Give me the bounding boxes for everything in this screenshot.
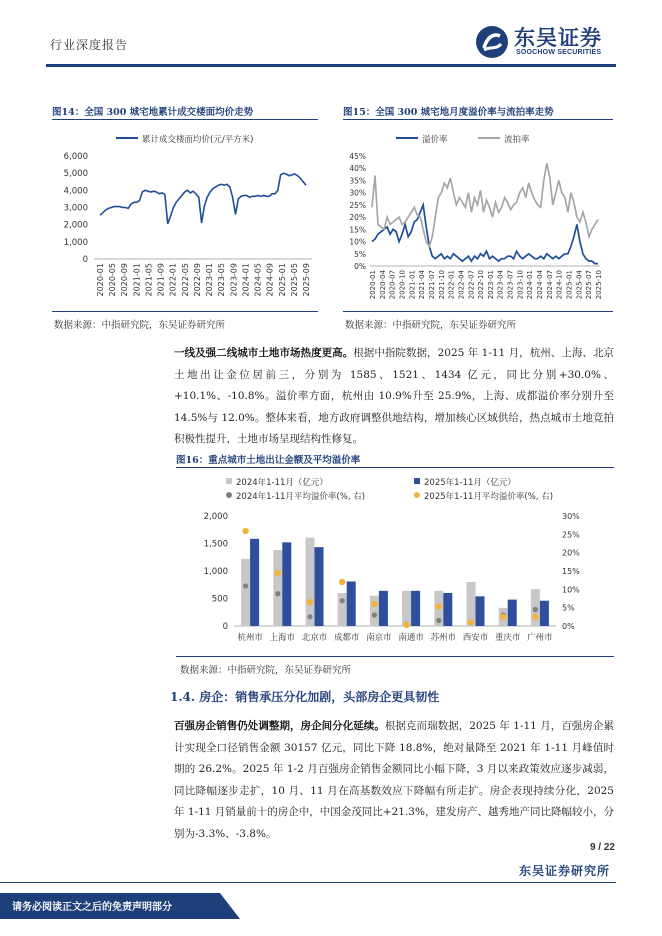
figure15-bottom-rule <box>343 311 613 312</box>
bar-2024 <box>338 593 347 626</box>
report-category: 行业深度报告 <box>50 38 129 52</box>
dot-premium-2024 <box>275 591 280 596</box>
y-tick-label: 20% <box>349 213 366 223</box>
bar-2025 <box>282 542 291 626</box>
x-tick-label: 2021-01 <box>132 263 142 297</box>
bar-2025 <box>250 539 259 626</box>
x-tick-label: 2024-05 <box>253 263 263 297</box>
figure14-source: 数据来源：中指研究院，东吴证券研究所 <box>54 320 226 331</box>
x-tick-label: 2025-04 <box>575 270 584 300</box>
x-tick-label: 2024-01 <box>241 263 251 297</box>
brand-subtitle: SOOCHOW SECURITIES <box>516 49 602 56</box>
x-tick-label: 2025-05 <box>289 263 299 297</box>
figure15-rule <box>343 119 613 120</box>
y-tick-label: 30% <box>349 188 366 198</box>
x-tick-label: 南通市 <box>398 633 424 643</box>
dot-premium-2025 <box>242 528 248 534</box>
disclaimer-text: 请务必阅读正文之后的免责声明部分 <box>12 902 172 913</box>
y-tick-label: 10% <box>349 237 366 247</box>
bar-2025 <box>379 591 388 626</box>
y-tick-label: 0 <box>222 622 228 632</box>
x-tick-label: 北京市 <box>301 633 328 643</box>
x-tick-label: 2021-01 <box>408 270 417 300</box>
x-tick-label: 南京市 <box>366 633 392 643</box>
bar-2025 <box>508 600 517 626</box>
x-tick-label: 2021-05 <box>144 263 154 297</box>
x-tick-label: 上海市 <box>269 633 296 643</box>
brand-name: 东吴证券 <box>514 26 602 50</box>
figure14-title: 图14：全国 300 城宅地累计成交楼面均价走势 <box>52 107 254 118</box>
bar-2024 <box>241 559 250 626</box>
footer-org: 东吴证券研究所 <box>518 864 610 878</box>
x-tick-label: 2025-07 <box>585 270 594 300</box>
y-tick-label: 25% <box>349 200 366 210</box>
section-title: 1.4. 房企：销售承压分化加剧，头部房企更具韧性 <box>170 690 440 704</box>
y-tick-label: 6,000 <box>63 152 88 162</box>
x-tick-label: 2025-01 <box>565 270 574 300</box>
y2-tick-label: 30% <box>562 512 580 521</box>
dot-premium-2025 <box>339 579 345 585</box>
x-tick-label: 2024-07 <box>545 270 554 300</box>
dot-premium-2025 <box>307 599 313 605</box>
legend-label: 溢价率 <box>422 135 448 145</box>
y-tick-label: 1,000 <box>203 567 228 577</box>
x-tick-label: 2020-09 <box>120 263 130 297</box>
y-tick-label: 35% <box>349 176 366 186</box>
y-tick-label: 45% <box>349 152 366 161</box>
x-tick-label: 重庆市 <box>494 633 521 643</box>
x-tick-label: 杭州市 <box>237 633 263 643</box>
y-tick-label: 3,000 <box>63 203 88 214</box>
x-tick-label: 2020-01 <box>96 263 105 297</box>
x-tick-label: 2023-04 <box>496 270 505 300</box>
legend-swatch <box>414 492 420 498</box>
y-tick-label: 4,000 <box>63 186 88 197</box>
dot-premium-2025 <box>275 570 281 576</box>
legend-swatch <box>226 478 232 484</box>
x-tick-label: 2023-05 <box>217 263 227 297</box>
x-tick-label: 2024-01 <box>526 270 535 300</box>
figure16-chart <box>176 470 616 656</box>
legend-label: 2024年1-11月平均溢价率(%, 右) <box>236 492 366 502</box>
x-tick-label: 2021-09 <box>156 263 166 297</box>
x-tick-label: 2022-05 <box>180 263 190 297</box>
figure16-title: 图16：重点城市土地出让金额及平均溢价率 <box>176 455 361 466</box>
y2-tick-label: 10% <box>562 585 580 595</box>
y-tick-label: 1,500 <box>203 539 228 550</box>
bar-2025 <box>540 601 549 626</box>
figure16-rule <box>176 467 614 468</box>
paragraph-developers-body: 根据克而瑞数据，2025 年 1-11 月，百强房企累计实现全口径销售金额 30157 亿元，同比下降 18.8%，绝对量降至 2021 年 1-11 月峰值时期的 26.2%。2025 年 1-2 月百强房企销售金额同比小幅下降，3 月以来政策效应逐步减弱，同比降幅逐步走扩，10 月、11 月在高基数效应下降幅有所走扩。房企表现持续分化，2025 年 1-11 月销量前十的房企中，中国金茂同比+21.3%，建发房产、越秀地产同比降幅较小，分别为-3.3%、-3.8%。 <box>174 720 615 840</box>
x-tick-label: 苏州市 <box>430 633 457 643</box>
legend-swatch <box>226 492 232 498</box>
bar-2025 <box>315 547 324 626</box>
bar-2024 <box>370 596 379 626</box>
x-tick-label: 2023-01 <box>486 270 495 300</box>
y-tick-label: 5% <box>354 249 366 259</box>
bar-2024 <box>273 550 282 626</box>
x-tick-label: 2020-07 <box>388 270 397 300</box>
legend-label: 2025年1-11月（亿元） <box>424 478 516 488</box>
bar-2025 <box>347 581 356 626</box>
x-tick-label: 2025-09 <box>302 263 311 297</box>
y-tick-label: 40% <box>349 164 366 174</box>
y2-tick-label: 0% <box>562 622 575 631</box>
dot-premium-2024 <box>436 618 441 623</box>
x-tick-label: 西安市 <box>462 633 489 643</box>
x-tick-label: 2022-01 <box>447 270 456 300</box>
x-tick-label: 2022-07 <box>467 270 476 300</box>
figure14-rule <box>52 119 318 120</box>
legend-label: 流拍率 <box>504 135 530 145</box>
header-divider <box>46 64 616 67</box>
x-tick-label: 2022-04 <box>457 270 466 300</box>
x-tick-label: 2020-04 <box>378 270 387 300</box>
paragraph-developers-lead: 百强房企销售仍处调整期，房企间分化延续。 <box>174 720 385 732</box>
series-line-failed-auction-rate <box>372 163 598 246</box>
legend-label: 2024年1-11月（亿元） <box>236 478 328 488</box>
bar-2025 <box>411 591 420 626</box>
series-line-avg-price <box>100 173 306 224</box>
x-tick-label: 2023-01 <box>205 263 215 297</box>
y2-tick-label: 5% <box>562 603 575 613</box>
y-tick-label: 2,000 <box>63 220 88 231</box>
x-tick-label: 2025-10 <box>595 270 603 300</box>
x-tick-label: 2024-04 <box>536 270 545 300</box>
y-tick-label: 500 <box>211 594 228 605</box>
paragraph-land-market-body: 根据中指院数据，2025 年 1-11 月，杭州、上海、北京土地出让金位居前三，分别为 1585、1521、1434 亿元，同比分别+30.0%、+10.1%、-10.8%。溢价率方面，杭州由 10.9%升至 25.9%，上海、成都溢价率分别升至 14.5%与 12.0%。整体来看，地方政府调整供地结构，增加核心区域供给，热点城市土地竞拍积极性提升，土地市场呈现结构性修复。 <box>174 347 614 445</box>
paragraph-land-market <box>174 343 614 451</box>
paragraph-developers <box>174 716 614 845</box>
dot-premium-2025 <box>500 614 506 620</box>
page-number: 9 / 22 <box>589 842 615 853</box>
figure14-chart <box>46 122 326 322</box>
x-tick-label: 广州市 <box>527 633 553 643</box>
x-tick-label: 2021-04 <box>418 270 427 300</box>
figure15-source: 数据来源：中指研究院，东吴证券研究所 <box>345 320 517 331</box>
y-tick-label: 1,000 <box>63 237 88 248</box>
legend-label: 2025年1-11月平均溢价率(%, 右) <box>424 492 554 502</box>
x-tick-label: 2020-01 <box>369 270 377 300</box>
x-tick-label: 2022-01 <box>168 263 178 297</box>
x-tick-label: 2023-07 <box>506 270 515 300</box>
dot-premium-2024 <box>372 612 377 617</box>
bar-2025 <box>443 593 452 626</box>
figure16-bottom-rule <box>176 656 614 657</box>
y-tick-label: 5,000 <box>63 169 88 180</box>
bar-2024 <box>402 591 411 626</box>
paragraph-land-market-lead: 一线及强二线城市土地市场热度更高。 <box>174 347 354 359</box>
x-tick-label: 2021-10 <box>437 270 446 300</box>
legend-label: 累计成交楼面均价(元/平方米) <box>142 135 254 145</box>
y-tick-label: 15% <box>349 225 366 235</box>
x-tick-label: 2022-09 <box>192 263 202 297</box>
bar-2025 <box>476 596 485 626</box>
figure15-title: 图15：全国 300 城宅地月度溢价率与流拍率走势 <box>343 107 554 118</box>
x-tick-label: 2023-09 <box>229 263 239 297</box>
x-tick-label: 2023-10 <box>516 270 525 300</box>
y-tick-label: 2,000 <box>203 512 228 522</box>
y2-tick-label: 25% <box>562 530 580 540</box>
legend-swatch <box>414 478 420 484</box>
dot-premium-2024 <box>243 583 248 588</box>
figure16-source: 数据来源：中指研究院，东吴证券研究所 <box>180 665 352 676</box>
dot-premium-2024 <box>307 614 312 619</box>
dot-premium-2025 <box>532 614 538 620</box>
y2-tick-label: 20% <box>562 548 580 558</box>
dot-premium-2024 <box>340 598 345 603</box>
x-tick-label: 2020-10 <box>398 270 407 300</box>
dot-premium-2025 <box>468 619 474 625</box>
y2-tick-label: 15% <box>562 567 580 576</box>
bar-2024 <box>306 537 315 626</box>
x-tick-label: 2022-10 <box>477 270 486 300</box>
dot-premium-2025 <box>371 601 377 607</box>
y-tick-label: 0% <box>354 262 366 271</box>
dot-premium-2025 <box>403 622 409 628</box>
y-tick-label: 0 <box>82 255 88 265</box>
x-tick-label: 2021-07 <box>427 270 436 300</box>
series-line-premium-rate <box>372 205 598 264</box>
dot-premium-2025 <box>436 603 442 609</box>
x-tick-label: 2024-10 <box>555 270 564 300</box>
x-tick-label: 2024-09 <box>265 263 275 297</box>
figure15-chart <box>340 122 614 312</box>
x-tick-label: 2025-01 <box>277 263 287 297</box>
figure14-bottom-rule <box>52 311 318 312</box>
x-tick-label: 2020-05 <box>108 263 118 297</box>
x-tick-label: 成都市 <box>333 633 360 643</box>
footer-divider <box>0 882 616 883</box>
dot-premium-2024 <box>533 607 538 612</box>
